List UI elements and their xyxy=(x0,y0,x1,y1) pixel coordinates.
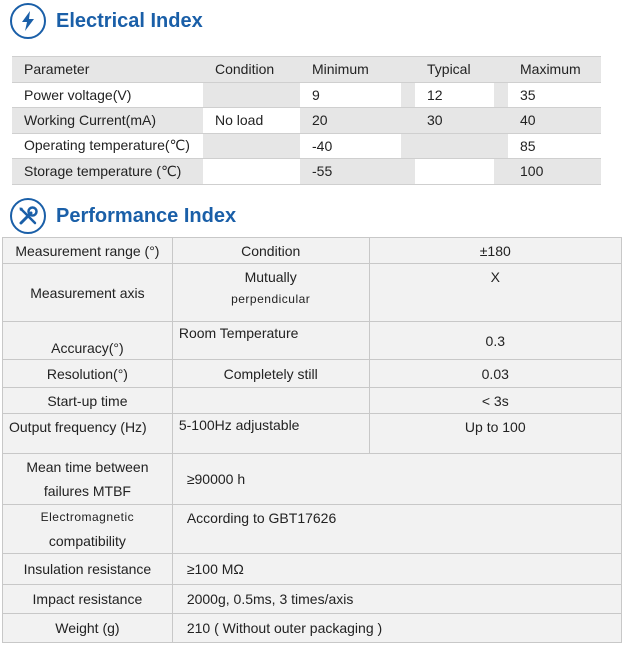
spacer xyxy=(494,159,508,185)
typ-cell xyxy=(415,133,494,159)
performance-section-header xyxy=(10,196,236,236)
table-row xyxy=(12,82,601,108)
value-cell: According to GBT17626 xyxy=(172,505,621,554)
table-row xyxy=(3,388,622,414)
value-cell: ±180 xyxy=(369,238,621,264)
value-cell: Up to 100 xyxy=(369,414,621,454)
value-cell: 210 ( Without outer packaging ) xyxy=(172,614,621,643)
min-cell: 20 xyxy=(300,108,401,134)
value-cell: < 3s xyxy=(369,388,621,414)
value-cell: ≥100 MΩ xyxy=(172,554,621,585)
min-cell: -55 xyxy=(300,159,401,185)
spacer xyxy=(494,108,508,134)
electrical-section-header xyxy=(10,1,203,41)
lightning-icon xyxy=(10,3,46,39)
condition-cell xyxy=(172,264,369,322)
spacer xyxy=(401,57,415,83)
param-cell: Operating temperature(℃) xyxy=(12,133,203,159)
param-cell: Working Current(mA) xyxy=(12,108,203,134)
header-minimum: Minimum xyxy=(300,57,401,83)
spacer xyxy=(401,108,415,134)
typ-cell: 12 xyxy=(415,82,494,108)
header-parameter: Parameter xyxy=(12,57,203,83)
condition-cell: Completely still xyxy=(172,360,369,388)
param-cell: Storage temperature (℃) xyxy=(12,159,203,185)
label-cell: Output frequency (Hz) xyxy=(3,414,173,454)
label-cell: Measurement axis xyxy=(3,264,173,322)
spacer xyxy=(401,159,415,185)
max-cell: 85 xyxy=(508,133,601,159)
performance-title: Performance Index xyxy=(56,204,237,227)
label-cell: Impact resistance xyxy=(3,585,173,614)
label-cell: Insulation resistance xyxy=(3,554,173,585)
table-row xyxy=(3,322,622,360)
table-row xyxy=(3,264,622,322)
max-cell: 40 xyxy=(508,108,601,134)
spacer xyxy=(401,133,415,159)
label-line: compatibility xyxy=(48,533,126,549)
wrench-screwdriver-icon xyxy=(10,198,46,234)
table-row xyxy=(3,585,622,614)
value-cell: 0.03 xyxy=(369,360,621,388)
table-row xyxy=(3,360,622,388)
label-line: Electromagnetic xyxy=(40,510,135,524)
spacer xyxy=(494,133,508,159)
max-cell: 35 xyxy=(508,82,601,108)
spacer xyxy=(494,57,508,83)
electrical-table xyxy=(12,56,601,185)
electrical-header-row xyxy=(12,57,601,83)
label-line: failures MTBF xyxy=(43,483,131,499)
electrical-title: Electrical Index xyxy=(56,9,203,32)
typ-cell xyxy=(415,159,494,185)
table-row xyxy=(12,159,601,185)
table-row xyxy=(3,505,622,554)
label-cell: Resolution(°) xyxy=(3,360,173,388)
header-maximum: Maximum xyxy=(508,57,601,83)
condition-cell xyxy=(172,388,369,414)
table-row xyxy=(3,238,622,264)
table-row xyxy=(3,554,622,585)
value-cell: 0.3 xyxy=(369,322,621,360)
table-row xyxy=(3,454,622,505)
spacer xyxy=(401,82,415,108)
typ-cell: 30 xyxy=(415,108,494,134)
condition-line: Mutually xyxy=(244,269,297,285)
label-cell xyxy=(3,454,173,505)
condition-cell: Condition xyxy=(172,238,369,264)
label-line: Mean time between xyxy=(26,459,149,475)
label-cell: Weight (g) xyxy=(3,614,173,643)
condition-cell xyxy=(203,133,300,159)
header-typical: Typical xyxy=(415,57,494,83)
value-cell: 2000g, 0.5ms, 3 times/axis xyxy=(172,585,621,614)
condition-cell: No load xyxy=(203,108,300,134)
condition-cell xyxy=(203,82,300,108)
condition-line: perpendicular xyxy=(231,292,311,306)
min-cell: 9 xyxy=(300,82,401,108)
table-row xyxy=(12,108,601,134)
min-cell: -40 xyxy=(300,133,401,159)
condition-cell: 5-100Hz adjustable xyxy=(172,414,369,454)
label-cell: Start-up time xyxy=(3,388,173,414)
table-row xyxy=(3,614,622,643)
max-cell: 100 xyxy=(508,159,601,185)
spacer xyxy=(494,82,508,108)
label-cell: Accuracy(°) xyxy=(3,322,173,360)
condition-cell xyxy=(203,159,300,185)
condition-cell: Room Temperature xyxy=(172,322,369,360)
value-cell: X xyxy=(369,264,621,322)
table-row xyxy=(3,414,622,454)
performance-table xyxy=(2,237,622,643)
table-row xyxy=(12,133,601,159)
param-cell: Power voltage(V) xyxy=(12,82,203,108)
header-condition: Condition xyxy=(203,57,300,83)
value-cell: ≥90000 h xyxy=(172,454,621,505)
label-cell xyxy=(3,505,173,554)
label-cell: Measurement range (°) xyxy=(3,238,173,264)
